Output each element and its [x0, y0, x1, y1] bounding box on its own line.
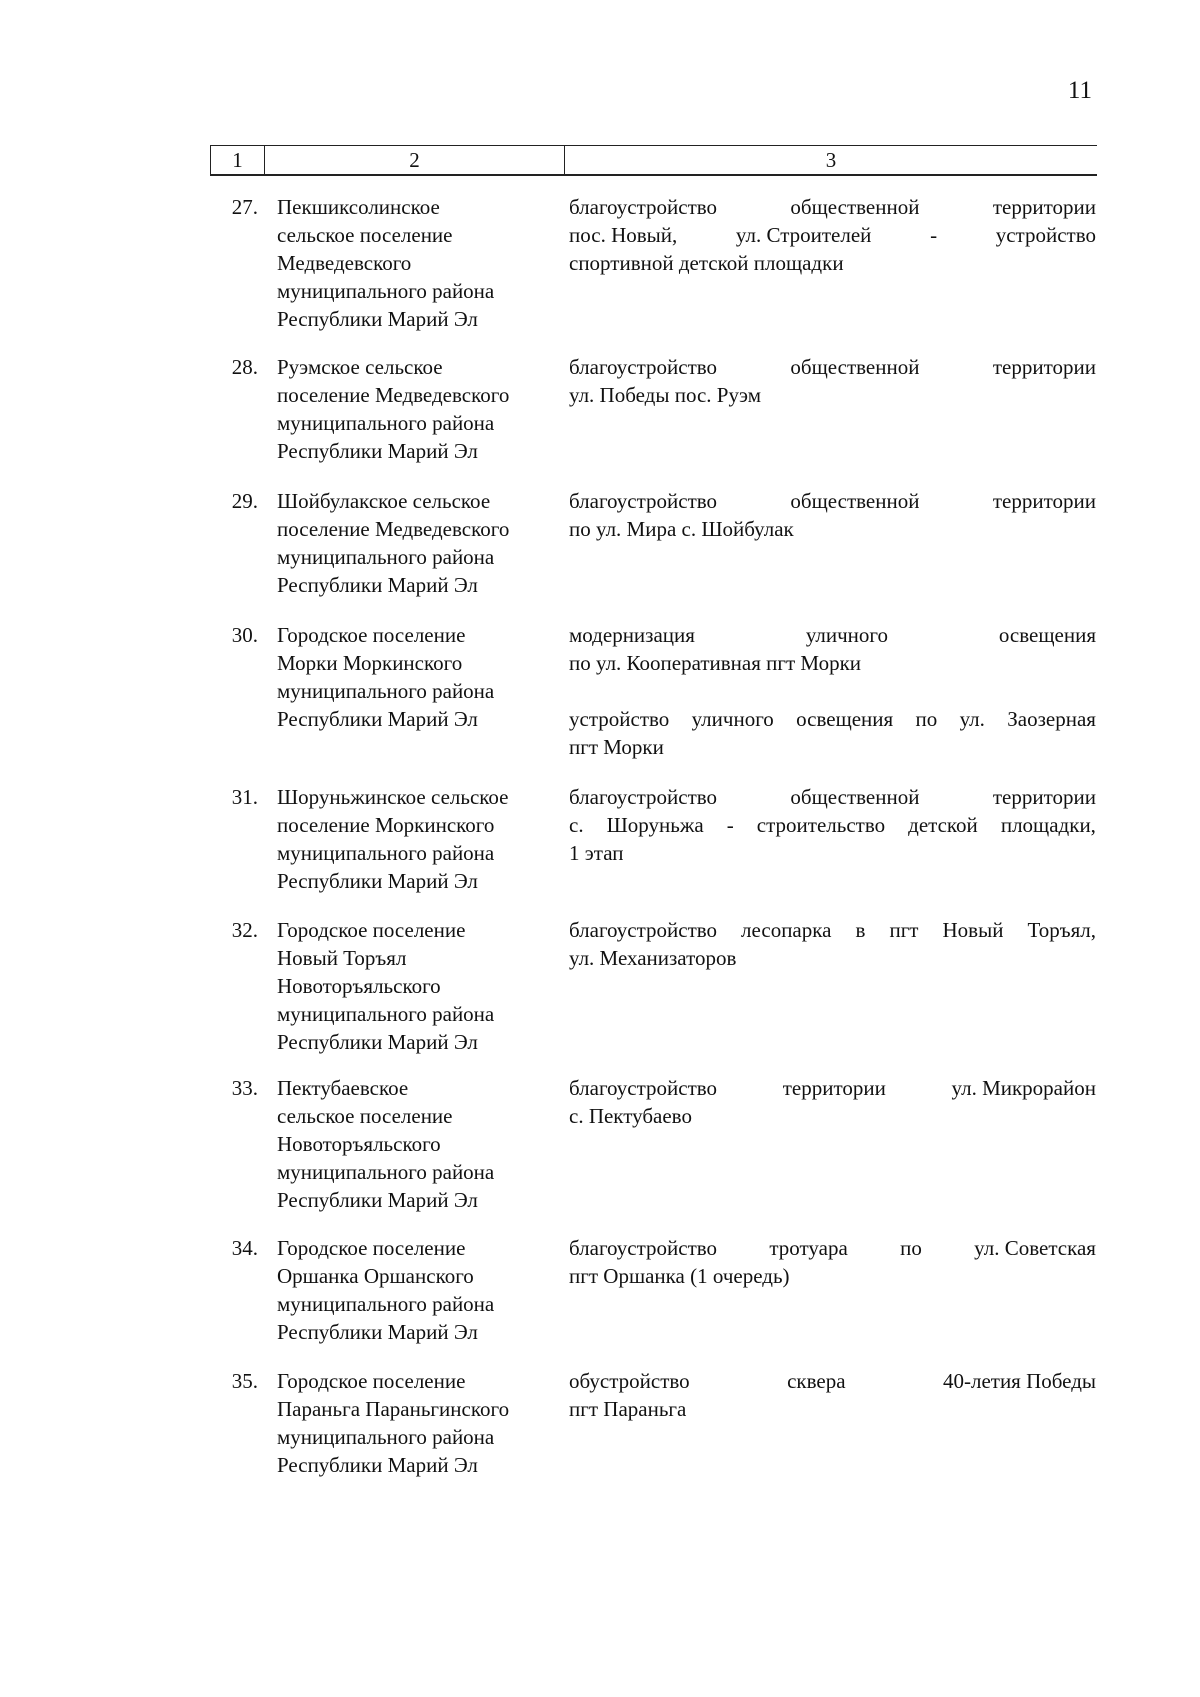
description-line: [569, 783, 1096, 811]
description-line: [569, 193, 1096, 221]
description-word: по: [915, 707, 938, 731]
settlement-name-line: сельское поселение: [277, 223, 453, 247]
settlement-name-line: муниципального района: [277, 841, 495, 865]
settlement-name: [277, 193, 557, 333]
settlement-name: [277, 1074, 557, 1214]
description-word: ул. Микрорайон: [951, 1076, 1096, 1100]
row-number: 27.: [231, 195, 258, 219]
description-word: спортивной детской площадки: [569, 251, 844, 275]
table-header: [210, 145, 1097, 176]
description-line: [569, 1367, 1096, 1395]
description-word: площадки,: [1000, 813, 1096, 837]
description-word: по ул. Мира с. Шойбулак: [569, 517, 794, 541]
description-word: тротуара: [769, 1236, 848, 1260]
description-word: освещения: [796, 707, 894, 731]
description-word: территории: [992, 489, 1096, 513]
description-word: территории: [992, 355, 1096, 379]
project-description: [569, 487, 1096, 543]
settlement-name-line: муниципального района: [277, 411, 495, 435]
settlement-name-line: Оршанка Оршанского: [277, 1264, 474, 1288]
project-description: [569, 783, 1096, 867]
settlement-name: [277, 1367, 557, 1479]
row-number: 32.: [231, 918, 258, 942]
description-word: уличного: [691, 707, 774, 731]
column-header-3: 3: [825, 148, 837, 172]
settlement-name-line: поселение Моркинского: [277, 813, 495, 837]
settlement-name-line: муниципального района: [277, 1292, 495, 1316]
description-word: пгт Параньга: [569, 1397, 687, 1421]
description-line: [569, 515, 1096, 543]
settlement-name-line: Городское поселение: [277, 1369, 466, 1393]
description-word: ул. Советская: [974, 1236, 1096, 1260]
project-description: [569, 1367, 1096, 1423]
description-word: -: [726, 813, 734, 837]
project-description: [569, 353, 1096, 409]
description-word: Шоруньжа: [606, 813, 704, 837]
settlement-name-line: Новый Торъял: [277, 946, 407, 970]
project-description: [569, 621, 1096, 761]
description-word: ул. Механизаторов: [569, 946, 737, 970]
settlement-name-line: Республики Марий Эл: [277, 1188, 478, 1212]
block-spacer: [569, 677, 1096, 705]
settlement-name-line: поселение Медведевского: [277, 517, 510, 541]
description-line: [569, 1074, 1096, 1102]
description-word: благоустройство: [569, 1076, 718, 1100]
settlement-name: [277, 487, 557, 599]
description-word: 40-летия Победы: [942, 1369, 1096, 1393]
row-number: 28.: [231, 355, 258, 379]
description-word: Новый: [942, 918, 1004, 942]
settlement-name-line: Республики Марий Эл: [277, 1453, 478, 1477]
settlement-name-line: Медведевского: [277, 251, 412, 275]
description-line: [569, 381, 1096, 409]
description-word: благоустройство: [569, 918, 718, 942]
description-word: территории: [992, 785, 1096, 809]
row-number: 31.: [231, 785, 258, 809]
description-line: [569, 705, 1096, 733]
settlement-name-line: Параньга Параньгинского: [277, 1397, 510, 1421]
row-number: 30.: [231, 623, 258, 647]
description-word: благоустройство: [569, 355, 718, 379]
settlement-name: [277, 353, 557, 465]
settlement-name-line: Шойбулакское сельское: [277, 489, 491, 513]
description-word: с.: [569, 813, 584, 837]
settlement-name-line: поселение Медведевского: [277, 383, 510, 407]
description-line: [569, 916, 1096, 944]
description-line: [569, 944, 1096, 972]
row-number: 34.: [231, 1236, 258, 1260]
description-word: обустройство: [569, 1369, 690, 1393]
description-word: благоустройство: [569, 195, 718, 219]
description-word: территории: [992, 195, 1096, 219]
description-line: [569, 733, 1096, 761]
row-number: 35.: [231, 1369, 258, 1393]
description-word: в: [855, 918, 866, 942]
description-word: по ул. Кооперативная пгт Морки: [569, 651, 862, 675]
description-word: пгт Морки: [569, 735, 664, 759]
project-description: [569, 1234, 1096, 1290]
settlement-name-line: Республики Марий Эл: [277, 573, 478, 597]
settlement-name-line: Новоторъяльского: [277, 1132, 441, 1156]
column-header-1: 1: [211, 146, 265, 174]
description-word: общественной: [790, 489, 920, 513]
settlement-name-line: Пекшиксолинское: [277, 195, 440, 219]
settlement-name-line: муниципального района: [277, 1002, 495, 1026]
description-word: территории: [782, 1076, 886, 1100]
description-word: устройство: [569, 707, 670, 731]
description-word: Заозерная: [1007, 707, 1096, 731]
settlement-name-line: Морки Моркинского: [277, 651, 463, 675]
row-number: 29.: [231, 489, 258, 513]
settlement-name-line: Городское поселение: [277, 1236, 466, 1260]
description-line: [569, 249, 1096, 277]
settlement-name: [277, 783, 557, 895]
settlement-name: [277, 621, 557, 733]
settlement-name-line: Пектубаевское: [277, 1076, 409, 1100]
settlement-name-line: Республики Марий Эл: [277, 439, 478, 463]
description-line: [569, 221, 1096, 249]
settlement-name-line: муниципального района: [277, 279, 495, 303]
description-line: [569, 649, 1096, 677]
description-word: лесопарка: [741, 918, 832, 942]
description-word: освещения: [998, 623, 1096, 647]
settlement-name-line: Городское поселение: [277, 918, 466, 942]
description-line: [569, 1262, 1096, 1290]
description-word: строительство: [756, 813, 886, 837]
settlement-name-line: муниципального района: [277, 1425, 495, 1449]
description-line: [569, 1234, 1096, 1262]
page-number: 11: [1067, 77, 1092, 104]
description-word: уличного: [805, 623, 888, 647]
settlement-name-line: Шоруньжинское сельское: [277, 785, 509, 809]
description-word: общественной: [790, 195, 920, 219]
description-line: [569, 487, 1096, 515]
project-description: [569, 193, 1096, 277]
description-word: пгт Оршанка (1 очередь): [569, 1264, 790, 1288]
description-word: -: [930, 223, 938, 247]
settlement-name-line: Новоторъяльского: [277, 974, 441, 998]
settlement-name: [277, 916, 557, 1056]
settlement-name-line: Республики Марий Эл: [277, 307, 478, 331]
description-word: по: [900, 1236, 922, 1260]
description-word: сквера: [787, 1369, 846, 1393]
description-word: детской: [908, 813, 978, 837]
settlement-name-line: сельское поселение: [277, 1104, 453, 1128]
description-line: [569, 811, 1096, 839]
description-line: [569, 1395, 1096, 1423]
project-description: [569, 916, 1096, 972]
description-line: [569, 621, 1096, 649]
description-word: пос. Новый,: [569, 223, 678, 247]
description-line: [569, 839, 1096, 867]
description-line: [569, 353, 1096, 381]
settlement-name-line: Городское поселение: [277, 623, 466, 647]
description-word: общественной: [790, 785, 920, 809]
description-word: ул. Победы пос. Руэм: [569, 383, 762, 407]
description-line: [569, 1102, 1096, 1130]
settlement-name-line: Республики Марий Эл: [277, 707, 478, 731]
description-word: Торъял,: [1027, 918, 1096, 942]
column-header-2: 2: [265, 146, 565, 174]
settlement-name-line: Руэмское сельское: [277, 355, 443, 379]
project-description: [569, 1074, 1096, 1130]
description-word: модернизация: [569, 623, 695, 647]
description-word: благоустройство: [569, 785, 718, 809]
settlement-name: [277, 1234, 557, 1346]
description-word: ул. Строителей: [735, 223, 872, 247]
description-word: с. Пектубаево: [569, 1104, 692, 1128]
description-word: устройство: [995, 223, 1096, 247]
settlement-name-line: Республики Марий Эл: [277, 869, 478, 893]
description-word: пгт: [889, 918, 919, 942]
description-word: ул.: [959, 707, 985, 731]
settlement-name-line: муниципального района: [277, 1160, 495, 1184]
row-number: 33.: [231, 1076, 258, 1100]
description-word: благоустройство: [569, 489, 718, 513]
settlement-name-line: муниципального района: [277, 679, 495, 703]
description-word: общественной: [790, 355, 920, 379]
settlement-name-line: муниципального района: [277, 545, 495, 569]
description-word: 1 этап: [569, 841, 624, 865]
settlement-name-line: Республики Марий Эл: [277, 1030, 478, 1054]
description-word: благоустройство: [569, 1236, 718, 1260]
settlement-name-line: Республики Марий Эл: [277, 1320, 478, 1344]
